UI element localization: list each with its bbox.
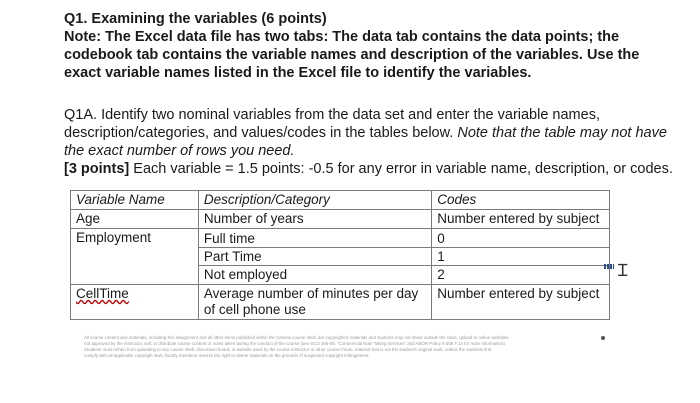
cell-age-name[interactable]: Age: [71, 210, 199, 229]
cell-employment-codes[interactable]: [432, 229, 610, 285]
cell-employment-categories[interactable]: [198, 229, 431, 285]
text-cursor-icon: Ɪ: [618, 261, 628, 280]
category-item: Part Time: [199, 247, 431, 265]
table-move-handle-icon[interactable]: [604, 264, 614, 269]
header-description: Description/Category: [198, 191, 431, 210]
points-label: [3 points]: [64, 161, 130, 177]
table-row-age: [71, 210, 610, 229]
cell-age-description[interactable]: Number of years: [198, 210, 431, 229]
variables-table: [70, 190, 610, 320]
question-note: Note: The Excel data file has two tabs: The data tab contains the data points; the codebook tab contains the variable names and description of the variables. Use the exact variable names listed in the Excel file to identify the variables.: [64, 29, 640, 81]
cell-celltime-description[interactable]: Average number of minutes per day of cell phone use: [198, 285, 431, 320]
category-item: Full time: [203, 231, 255, 246]
table-row-celltime: [71, 285, 610, 320]
category-item: Not employed: [199, 265, 431, 283]
footer-line: All course content and materials, including this assignment and all other items published within the Canvas course shell, are copyrighted materials and students may not share outside the class, upload to online websites: [84, 335, 509, 340]
header-variable-name: Variable Name: [71, 191, 199, 210]
code-item: 1: [432, 247, 609, 265]
code-item: 0: [437, 231, 445, 246]
q1a-intro-text: Q1A. Identify two nominal variables from the data set and enter the variable names, description/categories, and values/codes in the tables below.: [64, 107, 600, 141]
footer-line: not approved by the instructor, sell, or distribute course content or notes taken during the conduct of the course (see SCO 306-06, "Commercial Note Taking Services" and ABOR Policy 5-308 F.14 for more information).: [84, 341, 507, 346]
cell-age-codes[interactable]: Number entered by subject: [432, 210, 610, 229]
header-codes: Codes: [432, 191, 610, 210]
footer-line: Students must refrain from uploading to any course shell, discussion board, or website used by the course instructor or other course forum, material that is not the student's original work, unless the students first: [84, 347, 492, 352]
code-item: 2: [432, 265, 609, 283]
cell-celltime-codes[interactable]: Number entered by subject: [432, 285, 610, 320]
footer-line: comply with all applicable copyright laws; faculty members reserve the right to delete materials on the grounds of suspected copyright infringement.: [84, 353, 370, 358]
copyright-footer: [84, 335, 629, 359]
points-rule: Each variable = 1.5 points: -0.5 for any error in variable name, description, or codes.: [129, 161, 673, 177]
question-title: Q1. Examining the variables (6 points): [64, 11, 327, 27]
cell-celltime-name[interactable]: CellTime: [71, 285, 199, 320]
q1a-intro-note: Note that the table may not have the exact number of rows you need.: [64, 125, 667, 159]
table-header-row: [71, 191, 610, 210]
q1a-instructions: [64, 106, 674, 160]
q1a-points: [64, 160, 674, 178]
cell-employment-name[interactable]: Employment: [71, 229, 199, 285]
table-row-employment: [71, 229, 610, 285]
